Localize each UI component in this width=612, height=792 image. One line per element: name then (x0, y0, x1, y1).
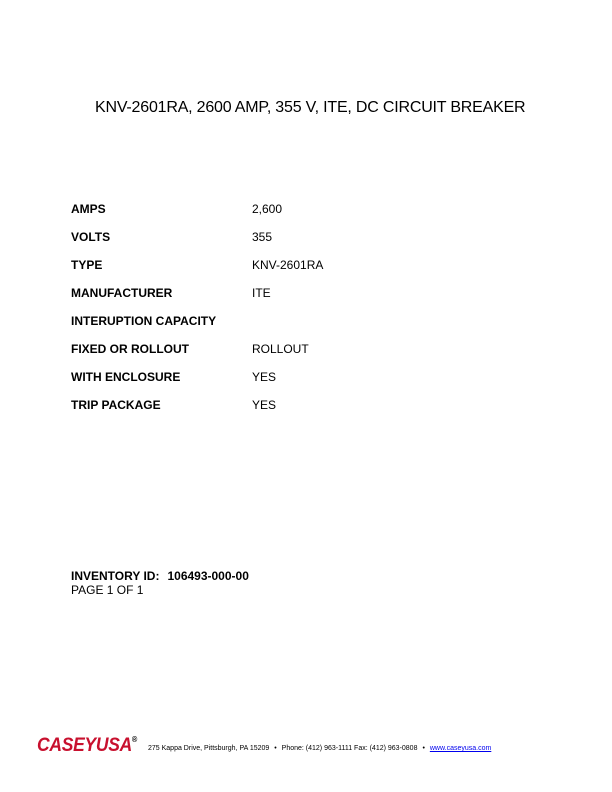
spec-label: FIXED OR ROLLOUT (71, 342, 189, 356)
spec-label: TRIP PACKAGE (71, 398, 161, 412)
logo-text: CASEYUSA (37, 735, 132, 756)
spec-row (71, 286, 551, 314)
spec-label: INTERUPTION CAPACITY (71, 314, 217, 328)
spec-value: KNV-2601RA (252, 258, 324, 272)
footer-address: 275 Kappa Drive, Pittsburgh, PA 15209 (148, 745, 270, 752)
inventory-block (71, 569, 249, 597)
caseyusa-logo (37, 735, 137, 757)
website-link[interactable]: www.caseyusa.com (429, 745, 492, 752)
spec-row (71, 258, 551, 286)
footer-separator: • (422, 745, 425, 752)
spec-value: 355 (252, 230, 273, 244)
footer-phone: Phone: (412) 963-1111 Fax: (412) 963-0808 (281, 745, 418, 752)
spec-row (71, 202, 551, 230)
spec-value: YES (252, 398, 277, 412)
document-title: KNV-2601RA, 2600 AMP, 355 V, ITE, DC CIRCUIT BREAKER (95, 99, 526, 116)
spec-label: TYPE (71, 258, 103, 272)
spec-value: 2,600 (252, 202, 283, 216)
inventory-id-value: 106493-000-00 (167, 569, 249, 583)
spec-value: YES (252, 370, 277, 384)
spec-value: ITE (252, 286, 271, 300)
footer-separator: • (274, 745, 277, 752)
spec-row (71, 370, 551, 398)
spec-row (71, 314, 551, 342)
inventory-id-line (71, 569, 249, 583)
spec-row (71, 398, 551, 426)
inventory-id-label: INVENTORY ID: (71, 569, 160, 583)
page-footer (37, 735, 557, 759)
spec-table (71, 202, 551, 426)
spec-row (71, 342, 551, 370)
spec-label: VOLTS (71, 230, 111, 244)
spec-label: AMPS (71, 202, 106, 216)
spec-label: MANUFACTURER (71, 286, 173, 300)
spec-label: WITH ENCLOSURE (71, 370, 181, 384)
spec-value: ROLLOUT (252, 342, 309, 356)
page-count: PAGE 1 OF 1 (71, 583, 144, 597)
spec-row (71, 230, 551, 258)
footer-contact (148, 745, 491, 752)
registered-mark: ® (131, 735, 138, 744)
